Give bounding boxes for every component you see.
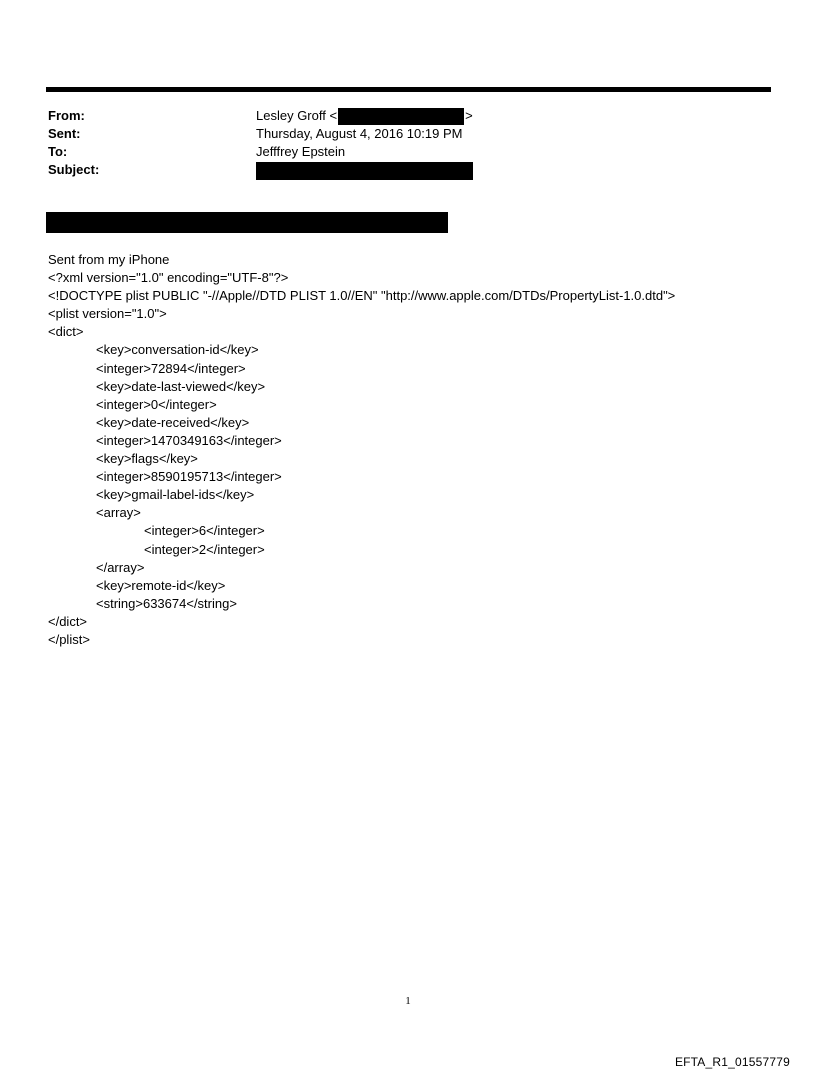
to-label: To:: [48, 144, 68, 159]
sent-value: Thursday, August 4, 2016 10:19 PM: [256, 126, 463, 141]
from-label: From:: [48, 108, 85, 123]
header-divider: [46, 87, 771, 92]
redacted-email: [338, 108, 464, 125]
body-line: <?xml version="1.0" encoding="UTF-8"?>: [48, 270, 289, 286]
sent-row: [48, 125, 748, 143]
from-value: [256, 107, 473, 125]
document-id: EFTA_R1_01557779: [674, 1055, 790, 1069]
subject-row: [48, 161, 748, 179]
body-line: <dict>: [48, 324, 84, 340]
body-line: </plist>: [48, 631, 90, 647]
body-line: <key>date-received</key>: [96, 414, 250, 430]
page-number: 1: [405, 995, 411, 1007]
body-line: <integer>2</integer>: [144, 541, 265, 557]
body-line: <array>: [96, 505, 141, 521]
from-row: [48, 107, 748, 125]
subject-label: Subject:: [48, 162, 100, 177]
to-value: Jefffrey Epstein: [256, 144, 346, 159]
to-row: [48, 143, 748, 161]
body-line: <plist version="1.0">: [48, 306, 167, 322]
body-line: <key>remote-id</key>: [96, 577, 226, 593]
email-header: [48, 107, 748, 179]
body-line: <key>flags</key>: [96, 451, 198, 467]
body-line: Sent from my iPhone: [48, 252, 170, 267]
body-line: <integer>8590195713</integer>: [96, 469, 282, 485]
from-close: >: [465, 108, 473, 123]
email-body: [48, 251, 788, 649]
body-line: <string>633674</string>: [96, 595, 237, 611]
body-line: <integer>72894</integer>: [96, 360, 246, 376]
body-line: <key>date-last-viewed</key>: [96, 378, 266, 394]
body-line: <!DOCTYPE plist PUBLIC "-//Apple//DTD PLIST 1.0//EN" "http://www.apple.com/DTDs/PropertyList-1.0.dtd">: [48, 288, 676, 304]
body-line: <integer>6</integer>: [144, 523, 265, 539]
redacted-body-line: [46, 212, 448, 233]
redacted-subject: [256, 162, 473, 180]
body-line: <key>gmail-label-ids</key>: [96, 487, 255, 503]
sent-label: Sent:: [48, 126, 81, 141]
body-line: </dict>: [48, 613, 88, 629]
body-line: </array>: [96, 559, 145, 575]
body-line: <integer>1470349163</integer>: [96, 432, 282, 448]
from-name: Lesley Groff <: [256, 108, 338, 123]
body-line: <key>conversation-id</key>: [96, 342, 259, 358]
body-line: <integer>0</integer>: [96, 396, 217, 412]
